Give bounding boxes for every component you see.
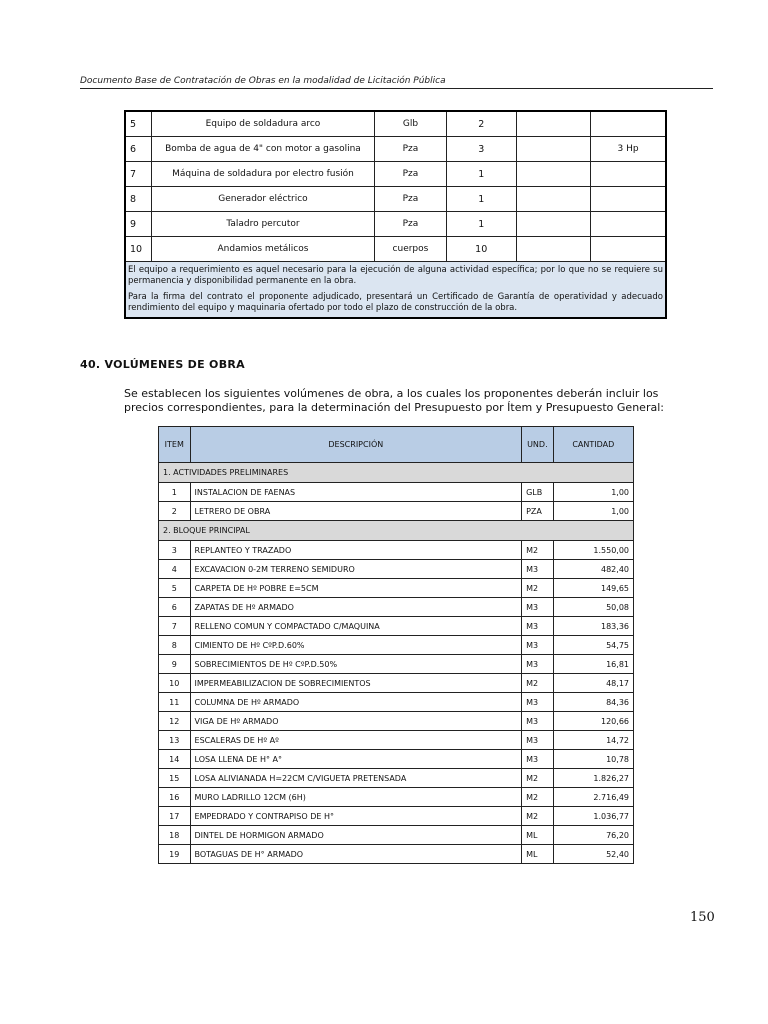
item-description: INSTALACION DE FAENAS bbox=[190, 483, 522, 502]
item-number: 10 bbox=[159, 674, 191, 693]
item-quantity: 183,36 bbox=[553, 617, 633, 636]
item-quantity: 50,08 bbox=[553, 598, 633, 617]
equipment-unit: Pza bbox=[375, 137, 446, 162]
table-row bbox=[159, 502, 634, 521]
item-unit: M3 bbox=[522, 731, 554, 750]
equipment-power bbox=[591, 111, 666, 137]
table-row bbox=[159, 769, 634, 788]
equipment-power bbox=[591, 187, 666, 212]
item-quantity: 482,40 bbox=[553, 560, 633, 579]
equipment-quantity: 3 bbox=[446, 137, 516, 162]
item-number: 8 bbox=[159, 636, 191, 655]
item-description: VIGA DE Hº ARMADO bbox=[190, 712, 522, 731]
item-quantity: 14,72 bbox=[553, 731, 633, 750]
item-unit: M3 bbox=[522, 655, 554, 674]
table-row bbox=[159, 655, 634, 674]
table-row bbox=[159, 731, 634, 750]
item-number: 9 bbox=[159, 655, 191, 674]
equipment-power bbox=[591, 237, 666, 262]
equipment-number: 5 bbox=[125, 111, 151, 137]
equipment-quantity: 1 bbox=[446, 187, 516, 212]
item-quantity: 16,81 bbox=[553, 655, 633, 674]
item-unit: M3 bbox=[522, 750, 554, 769]
equipment-notes-row bbox=[125, 262, 666, 319]
item-quantity: 1.550,00 bbox=[553, 541, 633, 560]
section-heading: 40. VOLÚMENES DE OBRA bbox=[80, 358, 245, 371]
item-unit: M2 bbox=[522, 769, 554, 788]
item-description: BOTAGUAS DE H° ARMADO bbox=[190, 845, 522, 864]
item-number: 15 bbox=[159, 769, 191, 788]
item-unit: M3 bbox=[522, 598, 554, 617]
header-unit: UND. bbox=[522, 427, 554, 463]
equipment-blank-cell bbox=[516, 187, 590, 212]
equipment-row bbox=[125, 111, 666, 137]
item-quantity: 84,36 bbox=[553, 693, 633, 712]
item-quantity: 1.826,27 bbox=[553, 769, 633, 788]
item-number: 7 bbox=[159, 617, 191, 636]
item-number: 5 bbox=[159, 579, 191, 598]
table-row bbox=[159, 560, 634, 579]
item-quantity: 76,20 bbox=[553, 826, 633, 845]
equipment-power bbox=[591, 212, 666, 237]
table-row bbox=[159, 826, 634, 845]
table-row bbox=[159, 483, 634, 502]
item-unit: PZA bbox=[522, 502, 554, 521]
equipment-note-1: El equipo a requerimiento es aquel necesario para la ejecución de alguna actividad específica; por lo que no se requiere su permanencia y disponibilidad permanente en la obra. bbox=[128, 265, 663, 286]
equipment-blank-cell bbox=[516, 237, 590, 262]
item-description: EXCAVACION 0-2M TERRENO SEMIDURO bbox=[190, 560, 522, 579]
section-intro: Se establecen los siguientes volúmenes de obra, a los cuales los proponentes deberán incluir los precios correspondientes, para la determinación del Presupuesto por Ítem y Presupuesto General: bbox=[124, 387, 664, 414]
item-description: CARPETA DE Hº POBRE E=5CM bbox=[190, 579, 522, 598]
equipment-row bbox=[125, 237, 666, 262]
item-quantity: 52,40 bbox=[553, 845, 633, 864]
item-number: 12 bbox=[159, 712, 191, 731]
item-quantity: 1.036,77 bbox=[553, 807, 633, 826]
volumes-header-row bbox=[159, 427, 634, 463]
item-number: 4 bbox=[159, 560, 191, 579]
item-number: 2 bbox=[159, 502, 191, 521]
equipment-blank-cell bbox=[516, 162, 590, 187]
table-row bbox=[159, 674, 634, 693]
equipment-number: 9 bbox=[125, 212, 151, 237]
item-quantity: 10,78 bbox=[553, 750, 633, 769]
equipment-row bbox=[125, 212, 666, 237]
item-description: COLUMNA DE Hº ARMADO bbox=[190, 693, 522, 712]
item-number: 17 bbox=[159, 807, 191, 826]
item-description: RELLENO COMUN Y COMPACTADO C/MAQUINA bbox=[190, 617, 522, 636]
table-row bbox=[159, 598, 634, 617]
equipment-unit: cuerpos bbox=[375, 237, 446, 262]
item-quantity: 1,00 bbox=[553, 502, 633, 521]
item-unit: M2 bbox=[522, 541, 554, 560]
item-unit: ML bbox=[522, 845, 554, 864]
table-row bbox=[159, 693, 634, 712]
table-row bbox=[159, 579, 634, 598]
equipment-number: 10 bbox=[125, 237, 151, 262]
equipment-unit: Pza bbox=[375, 162, 446, 187]
header-quantity: CANTIDAD bbox=[553, 427, 633, 463]
item-quantity: 54,75 bbox=[553, 636, 633, 655]
item-unit: M3 bbox=[522, 617, 554, 636]
equipment-quantity: 10 bbox=[446, 237, 516, 262]
item-unit: M2 bbox=[522, 807, 554, 826]
equipment-number: 7 bbox=[125, 162, 151, 187]
page-number: 150 bbox=[690, 910, 715, 925]
item-number: 3 bbox=[159, 541, 191, 560]
group-row-preliminares bbox=[159, 463, 634, 483]
item-description: REPLANTEO Y TRAZADO bbox=[190, 541, 522, 560]
item-unit: M3 bbox=[522, 636, 554, 655]
equipment-blank-cell bbox=[516, 137, 590, 162]
item-number: 11 bbox=[159, 693, 191, 712]
table-row bbox=[159, 712, 634, 731]
item-unit: M2 bbox=[522, 674, 554, 693]
equipment-notes bbox=[125, 262, 666, 319]
volumes-table bbox=[158, 426, 634, 864]
item-number: 1 bbox=[159, 483, 191, 502]
item-unit: GLB bbox=[522, 483, 554, 502]
item-number: 19 bbox=[159, 845, 191, 864]
table-row bbox=[159, 617, 634, 636]
equipment-quantity: 2 bbox=[446, 111, 516, 137]
equipment-number: 8 bbox=[125, 187, 151, 212]
item-quantity: 1,00 bbox=[553, 483, 633, 502]
item-quantity: 149,65 bbox=[553, 579, 633, 598]
item-description: ZAPATAS DE Hº ARMADO bbox=[190, 598, 522, 617]
table-row bbox=[159, 750, 634, 769]
item-description: DINTEL DE HORMIGON ARMADO bbox=[190, 826, 522, 845]
item-description: CIMIENTO DE Hº CºP.D.60% bbox=[190, 636, 522, 655]
item-unit: M3 bbox=[522, 560, 554, 579]
header-description: DESCRIPCIÓN bbox=[190, 427, 522, 463]
item-quantity: 2.716,49 bbox=[553, 788, 633, 807]
equipment-table bbox=[124, 110, 667, 319]
item-unit: ML bbox=[522, 826, 554, 845]
equipment-unit: Glb bbox=[375, 111, 446, 137]
item-description: LETRERO DE OBRA bbox=[190, 502, 522, 521]
equipment-power bbox=[591, 162, 666, 187]
item-number: 13 bbox=[159, 731, 191, 750]
item-number: 6 bbox=[159, 598, 191, 617]
table-row bbox=[159, 788, 634, 807]
item-number: 14 bbox=[159, 750, 191, 769]
item-number: 16 bbox=[159, 788, 191, 807]
header-item: ITEM bbox=[159, 427, 191, 463]
equipment-number: 6 bbox=[125, 137, 151, 162]
table-row bbox=[159, 636, 634, 655]
item-description: MURO LADRILLO 12CM (6H) bbox=[190, 788, 522, 807]
equipment-description: Máquina de soldadura por electro fusión bbox=[151, 162, 375, 187]
equipment-blank-cell bbox=[516, 111, 590, 137]
item-description: LOSA ALIVIANADA H=22CM C/VIGUETA PRETENSADA bbox=[190, 769, 522, 788]
equipment-quantity: 1 bbox=[446, 162, 516, 187]
item-quantity: 120,66 bbox=[553, 712, 633, 731]
table-row bbox=[159, 541, 634, 560]
item-unit: M2 bbox=[522, 579, 554, 598]
equipment-note-2: Para la firma del contrato el proponente adjudicado, presentará un Certificado de Garantía de operatividad y adecuado rendimiento del equipo y maquinaria ofertado por todo el plazo de construcción de la obra. bbox=[128, 292, 663, 313]
equipment-unit: Pza bbox=[375, 212, 446, 237]
item-description: ESCALERAS DE Hº Aº bbox=[190, 731, 522, 750]
item-quantity: 48,17 bbox=[553, 674, 633, 693]
equipment-row bbox=[125, 187, 666, 212]
item-number: 18 bbox=[159, 826, 191, 845]
equipment-row bbox=[125, 137, 666, 162]
item-unit: M3 bbox=[522, 693, 554, 712]
equipment-description: Bomba de agua de 4" con motor a gasolina bbox=[151, 137, 375, 162]
table-row bbox=[159, 807, 634, 826]
item-unit: M2 bbox=[522, 788, 554, 807]
table-row bbox=[159, 845, 634, 864]
running-header: Documento Base de Contratación de Obras en la modalidad de Licitación Pública bbox=[80, 76, 713, 89]
equipment-quantity: 1 bbox=[446, 212, 516, 237]
item-unit: M3 bbox=[522, 712, 554, 731]
equipment-blank-cell bbox=[516, 212, 590, 237]
item-description: EMPEDRADO Y CONTRAPISO DE H° bbox=[190, 807, 522, 826]
group-title: 2. BLOQUE PRINCIPAL bbox=[159, 521, 634, 541]
equipment-description: Taladro percutor bbox=[151, 212, 375, 237]
equipment-row bbox=[125, 162, 666, 187]
equipment-description: Generador eléctrico bbox=[151, 187, 375, 212]
group-title: 1. ACTIVIDADES PRELIMINARES bbox=[159, 463, 634, 483]
equipment-description: Equipo de soldadura arco bbox=[151, 111, 375, 137]
equipment-description: Andamios metálicos bbox=[151, 237, 375, 262]
equipment-unit: Pza bbox=[375, 187, 446, 212]
equipment-power: 3 Hp bbox=[591, 137, 666, 162]
item-description: LOSA LLENA DE H° A° bbox=[190, 750, 522, 769]
group-row-bloque-principal bbox=[159, 521, 634, 541]
item-description: SOBRECIMIENTOS DE Hº CºP.D.50% bbox=[190, 655, 522, 674]
item-description: IMPERMEABILIZACION DE SOBRECIMIENTOS bbox=[190, 674, 522, 693]
